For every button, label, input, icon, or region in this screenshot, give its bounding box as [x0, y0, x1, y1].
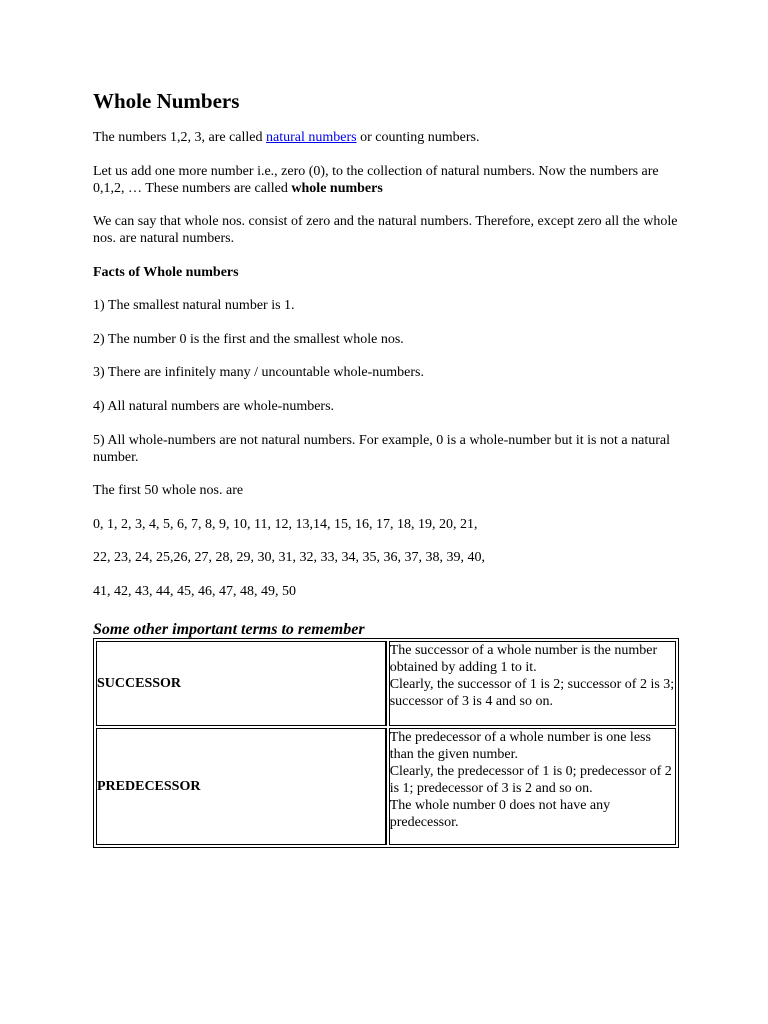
page-title: Whole Numbers — [93, 89, 240, 113]
first-50-heading: The first 50 whole nos. are — [93, 483, 244, 498]
intro-text: The numbers 1,2, 3, are called — [93, 130, 266, 145]
facts-heading: Facts of Whole numbers — [93, 265, 239, 280]
number-line: 22, 23, 24, 25,26, 27, 28, 29, 30, 31, 32, 33, 34, 35, 36, 37, 38, 39, 40, — [93, 550, 485, 565]
intro-paragraph — [93, 129, 679, 146]
term-cell: SUCCESSOR — [96, 641, 387, 726]
number-line: 0, 1, 2, 3, 4, 5, 6, 7, 8, 9, 10, 11, 12, 13,14, 15, 16, 17, 18, 19, 20, 21, — [93, 517, 478, 532]
table-row — [96, 641, 676, 726]
terms-table — [93, 638, 679, 848]
definition-line: Clearly, the successor of 1 is 2; successor of 2 is 3; successor of 3 is 4 and so on. — [389, 677, 675, 709]
definition-line: The whole number 0 does not have any predecessor. — [389, 798, 611, 830]
whole-numbers-bold: whole numbers — [291, 181, 383, 196]
terms-heading: Some other important terms to remember — [93, 621, 365, 638]
table-row — [96, 728, 676, 845]
fact-item: 5) All whole-numbers are not natural numbers. For example, 0 is a whole-number but it is not a natural number. — [93, 433, 670, 465]
term-cell: PREDECESSOR — [96, 728, 387, 845]
consist-paragraph: We can say that whole nos. consist of zero and the natural numbers. Therefore, except zero all the whole nos. are natural numbers. — [93, 214, 678, 246]
fact-item: 1) The smallest natural number is 1. — [93, 298, 295, 313]
definition-cell — [389, 641, 676, 726]
definition-cell — [389, 728, 676, 845]
natural-numbers-link[interactable]: natural numbers — [266, 130, 357, 145]
fact-item: 2) The number 0 is the first and the smallest whole nos. — [93, 332, 404, 347]
whole-numbers-paragraph — [93, 163, 679, 197]
definition-line: The predecessor of a whole number is one less than the given number. — [389, 730, 651, 762]
paragraph-text: Let us add one more number i.e., zero (0), to the collection of natural numbers. Now the numbers are 0,1,2, … These numbers are called — [93, 164, 659, 196]
definition-line: The successor of a whole number is the number obtained by adding 1 to it. — [389, 643, 658, 675]
number-line: 41, 42, 43, 44, 45, 46, 47, 48, 49, 50 — [93, 584, 296, 599]
fact-item: 4) All natural numbers are whole-numbers. — [93, 399, 335, 414]
intro-text-end: or counting numbers. — [356, 130, 480, 145]
fact-item: 3) There are infinitely many / uncountable whole-numbers. — [93, 365, 424, 380]
definition-line: Clearly, the predecessor of 1 is 0; predecessor of 2 is 1; predecessor of 3 is 2 and so on. — [389, 764, 672, 796]
